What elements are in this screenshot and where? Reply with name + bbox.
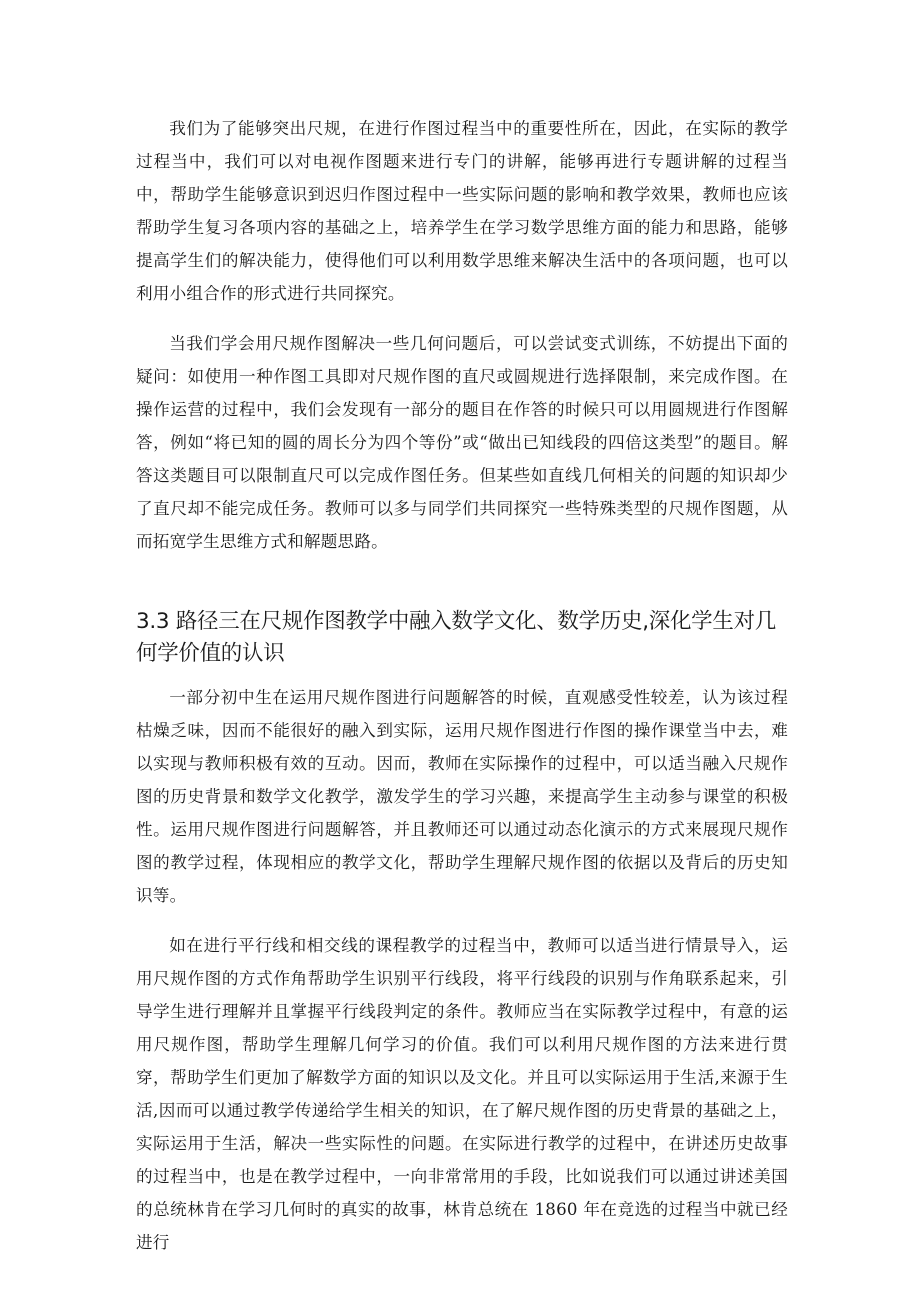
spacer <box>136 558 788 606</box>
spacer <box>136 670 788 681</box>
section-heading: 3.3 路径三在尺规作图教学中融入数学文化、数学历史,深化学生对几何学价值的认识 <box>136 609 776 666</box>
paragraph-3: 一部分初中生在运用尺规作图进行问题解答的时候，直观感受性较差，认为该过程枯燥乏味，因而不能很好的融入到实际，运用尺规作图进行作图的操作课堂当中去，难以实现与教师积极有效的互动。因而，教师在实际操作的过程中，可以适当融入尺规作图的历史背景和数学文化教学，激发学生的学习兴趣，来提高学生主动参与课堂的积极性。运用尺规作图进行问题解答，并且教师还可以通过动态化演示的方式来展现尺规作图的教学过程，体现相应的教学文化，帮助学生理解尺规作图的依据以及背后的历史知识等。 <box>136 688 788 905</box>
document-body <box>136 112 788 1259</box>
paragraph-2: 当我们学会用尺规作图解决一些几何问题后，可以尝试变式训练，不妨提出下面的疑问：如使用一种作图工具即对尺规作图的直尺或圆规进行选择限制，来完成作图。在操作运营的过程中，我们会发现有一部分的题目在作答的时候只可以用圆规进行作图解答，例如“将已知的圆的周长分为四个等份”或“做出已知线段的四倍这类型”的题目。解答这类题目可以限制直尺可以完成作图任务。但某些如直线几何相关的问题的知识却少了直尺却不能完成任务。教师可以多与同学们共同探究一些特殊类型的尺规作图题，从而拓宽学生思维方式和解题思路。 <box>136 334 788 551</box>
paragraph-4: 如在进行平行线和相交线的课程教学的过程当中，教师可以适当进行情景导入，运用尺规作图的方式作角帮助学生识别平行线段，将平行线段的识别与作角联系起来，引导学生进行理解并且掌握平行线段判定的条件。教师应当在实际教学过程中，有意的运用尺规作图，帮助学生理解几何学习的价值。我们可以利用尺规作图的方法来进行贯穿，帮助学生们更加了解数学方面的知识以及文化。并且可以实际运用于生活,来源于生活,因而可以通过教学传递给学生相关的知识，在了解尺规作图的历史背景的基础之上，实际运用于生活，解决一些实际性的问题。在实际进行教学的过程中，在讲述历史故事的过程当中，也是在教学过程中，一向非常常用的手段，比如说我们可以通过讲述美国的总统林肯在学习几何时的真实的故事，林肯总统在 1860 年在竞选的过程当中就已经进行 <box>136 936 788 1252</box>
paragraph-1: 我们为了能够突出尺规，在进行作图过程当中的重要性所在，因此，在实际的教学过程当中，我们可以对电视作图题来进行专门的讲解，能够再进行专题讲解的过程当中，帮助学生能够意识到迟归作图过程中一些实际问题的影响和教学效果，教师也应该帮助学生复习各项内容的基础之上，培养学生在学习数学思维方面的能力和思路，能够提高学生们的解决能力，使得他们可以利用数学思维来解决生活中的各项问题，也可以利用小组合作的形式进行共同探究。 <box>136 119 788 303</box>
